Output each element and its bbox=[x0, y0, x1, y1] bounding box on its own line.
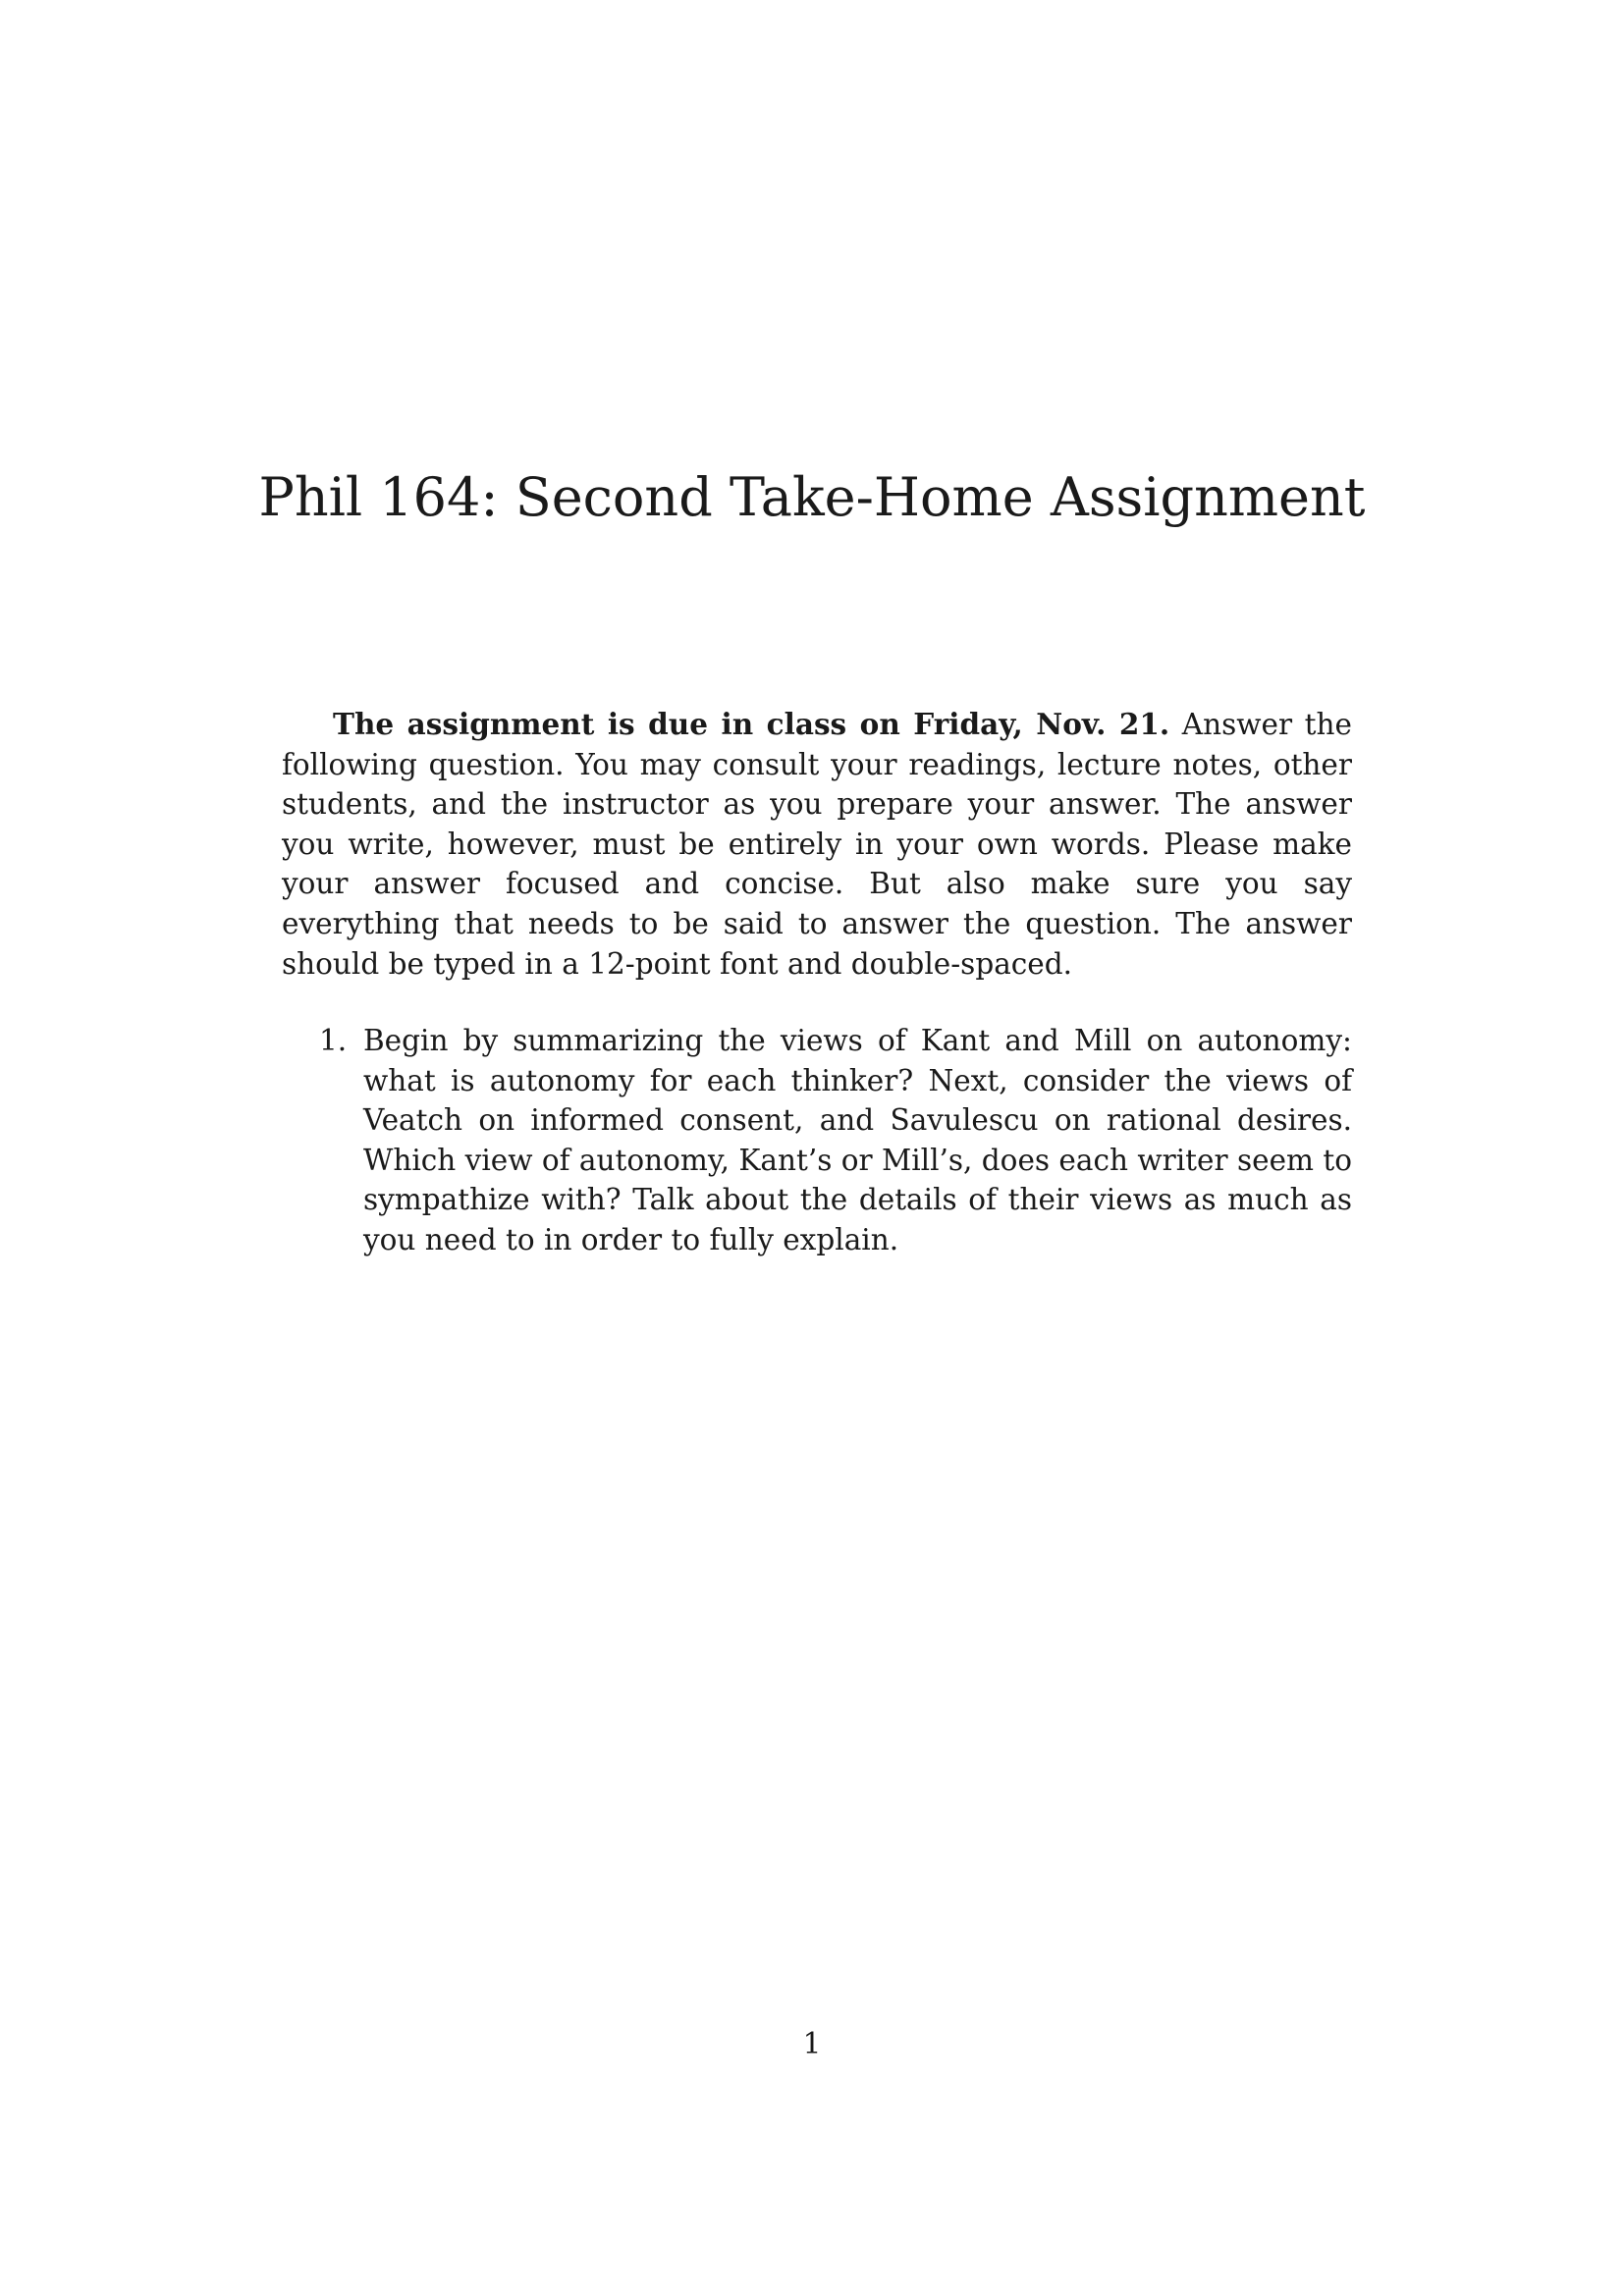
question-item bbox=[282, 1021, 1352, 1260]
question-list bbox=[282, 1021, 1352, 1260]
due-date-statement: The assignment is due in class on Friday, Nov. 21. bbox=[333, 707, 1170, 741]
instructions-body: Answer the following question. You may consult your readings, lecture notes, other students, and the instructor as you prepare your answer. The answer you write, however, must be entirely in your own words. Please make your answer focused and concise. But also make sure you say everything that needs to be said to answer the question. The answer should be typed in a 12-point font and double-spaced. bbox=[282, 708, 1352, 981]
instructions-paragraph bbox=[282, 705, 1352, 984]
page-number: 1 bbox=[802, 2027, 822, 2060]
question-text: Begin by summarizing the views of Kant and Mill on autonomy: what is autonomy for each thinker? Next, consider the views of Veatch on informed consent, and Savulescu on rational desires. Which view of autonomy, Kant’s or Mill’s, does each writer seem to sympathize with? Talk about the details of their views as much as you need to in order to fully explain. bbox=[363, 1024, 1352, 1256]
document-title: Phil 164: Second Take-Home Assignment bbox=[258, 466, 1366, 528]
question-number: 1. bbox=[319, 1024, 348, 1057]
